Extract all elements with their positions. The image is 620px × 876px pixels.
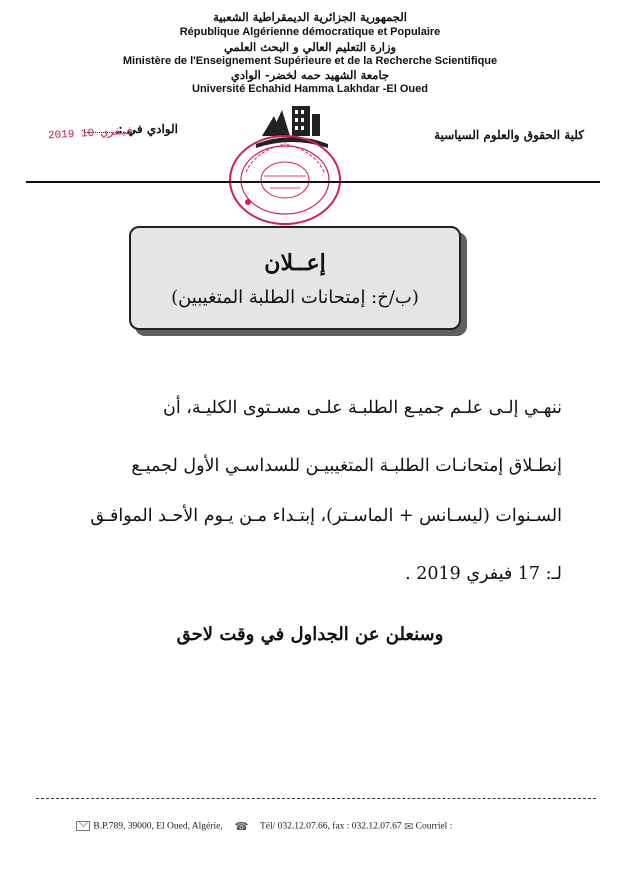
- telephone-icon: ☎: [234, 821, 249, 833]
- announcement-banner: [129, 226, 461, 330]
- body-line-4: لـ: 17 فيفري 2019 .: [405, 564, 562, 584]
- body-line-3: السـنوات (ليسـانس + الماسـتر)، إبتـداء مـن يـوم الأحـد الموافـق: [90, 506, 562, 526]
- header-ministry-ar: وزارة التعليم العالي و البحث العلمي: [223, 40, 397, 54]
- footer-contact: [76, 820, 452, 833]
- faculty-name: كلية الحقوق والعلوم السياسية: [434, 128, 584, 142]
- footer-divider: [36, 798, 596, 799]
- body-line-2: إنطـلاق إمتحانـات الطلبـة المتغيبيـن للسداسـي الأول لجميـع: [131, 456, 562, 476]
- email-icon: ✉: [404, 821, 414, 833]
- header-university-ar: جامعة الشهيد حمه لخضر- الوادي: [230, 68, 390, 82]
- footer-phone-fax: Tél/ 032.12.07.66, fax : 032.12.07.67: [259, 821, 402, 832]
- city-label: الوادي في :: [118, 122, 178, 136]
- header-republic-fr: République Algérienne démocratique et Populaire: [179, 26, 441, 38]
- official-seal-icon: [226, 132, 344, 228]
- body-line-1: ننهـي إلـى علـم جميـع الطلبـة علـى مسـتوى الكليـة، أن: [162, 398, 562, 418]
- footer-email-label: Courriel :: [415, 821, 453, 832]
- header-ministry-fr: Ministère de l'Enseignement Supérieure et de la Recherche Scientifique: [122, 55, 498, 67]
- closing-note: وسنعلن عن الجداول في وقت لاحق: [176, 624, 444, 645]
- footer-address: B.P.789, 39000, El Oued, Algérie,: [93, 821, 223, 832]
- envelope-icon: [76, 821, 90, 831]
- banner-subtitle: (ب/خ: إمتحانات الطلبة المتغيبين): [171, 287, 419, 308]
- header-university-fr: Université Echahid Hamma Lakhdar -El Oued: [192, 83, 428, 95]
- date-stamp: 2019 فيفري 10: [47, 125, 135, 143]
- header-divider: [26, 181, 600, 183]
- city-date: [46, 122, 178, 142]
- header-republic-ar: الجمهورية الجزائرية الديمقراطية الشعبية: [213, 10, 407, 24]
- banner-title: إعــلان: [264, 250, 326, 276]
